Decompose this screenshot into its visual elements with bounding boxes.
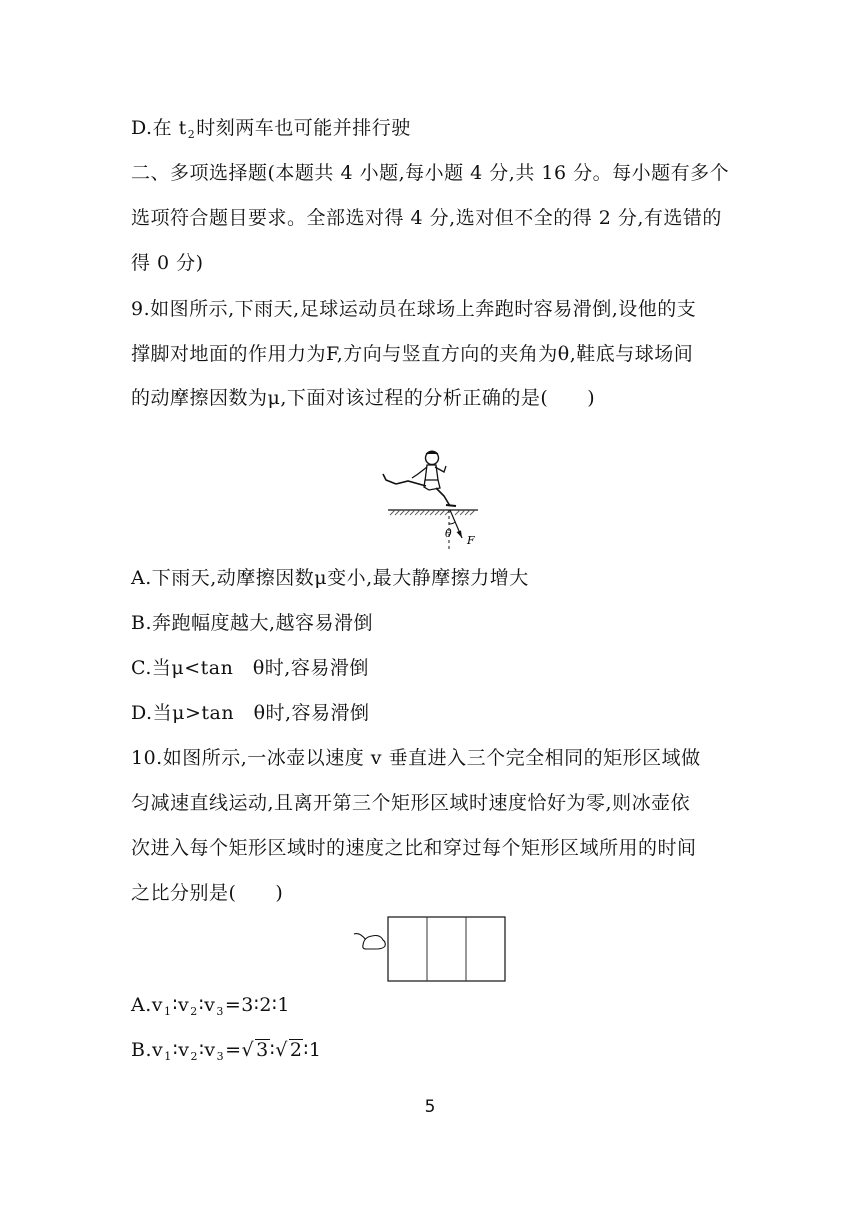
text: B.v [131,1039,164,1061]
theta-label: θ [445,527,452,540]
hair-shape [426,451,438,454]
ground-hatching [390,510,475,515]
text: = [225,1039,242,1061]
question-9-option-c: C.当μ<tan θ时,容易滑倒 [131,657,369,679]
text: ∶v [172,1039,190,1061]
back-foot [383,474,396,484]
question-10-line-4: 之比分别是( ) [131,882,284,904]
option-d-previous [131,116,411,147]
question-10-option-b [131,1038,321,1069]
support-foot [446,505,456,506]
subscript: 2 [187,128,196,141]
subscript: 3 [216,1050,225,1063]
text: ∶v [198,994,216,1016]
question-10-line-1: 10.如图所示,一冰壶以速度 v 垂直进入三个完全相同的矩形区域做 [131,747,701,769]
back-arm [412,467,427,478]
question-10-line-3: 次进入每个矩形区域时的速度之比和穿过每个矩形区域所用的时间 [131,837,697,859]
section-title-line-3: 得 0 分) [131,252,204,274]
question-9-line-1: 9.如图所示,下雨天,足球运动员在球场上奔跑时容易滑倒,设他的支 [131,298,697,320]
text: ∶ [269,1039,276,1061]
section-title-line-1: 二、多项选择题(本题共 4 小题,每小题 4 分,共 16 分。每小题有多个 [131,162,730,184]
force-label: F [467,534,475,547]
curling-regions-figure [350,912,510,984]
text: ∶1 [303,1039,322,1061]
radicand: 2 [289,1039,303,1061]
subscript: 3 [216,1005,224,1018]
force-arrowhead [457,531,463,539]
text: ∶v [172,994,190,1016]
question-9-option-d: D.当μ>tan θ时,容易滑倒 [131,702,370,724]
question-9-option-a: A.下雨天,动摩擦因数μ变小,最大静摩擦力增大 [131,567,529,589]
text: ∶v [198,1039,216,1061]
subscript: 1 [164,1005,172,1018]
question-9-line-2: 撑脚对地面的作用力为F,方向与竖直方向的夹角为θ,鞋底与球场间 [131,343,694,365]
question-9-line-3: 的动摩擦因数为μ,下面对该过程的分析正确的是( ) [131,387,596,409]
subscript: 2 [190,1050,198,1063]
sqrt-symbol: √ [275,1039,288,1061]
radicand: 3 [256,1039,269,1061]
angle-arc [449,522,455,524]
text: =3∶2∶1 [224,994,290,1016]
page-number: 5 [424,1097,436,1117]
section-title-line-2: 选项符合题目要求。全部选对得 4 分,选对但不全的得 2 分,有选错的 [131,207,722,229]
question-10-line-2: 匀减速直线运动,且离开第三个矩形区域时速度恰好为零,则冰壶依 [131,792,691,814]
text: D.在 t [131,117,187,139]
sqrt-symbol: √ [241,1039,255,1061]
question-9-option-b: B.奔跑幅度越大,越容易滑倒 [131,612,374,634]
subscript: 1 [164,1050,172,1063]
support-leg [436,488,450,506]
regions-outline [388,917,505,981]
curling-stone-icon [363,936,385,950]
back-leg [396,481,426,486]
subscript: 2 [190,1005,198,1018]
text: 时刻两车也可能并排行驶 [196,117,411,139]
curling-handle [354,934,366,940]
text: A.v [131,994,163,1016]
question-10-option-a [131,993,290,1024]
running-player-figure [378,448,488,556]
